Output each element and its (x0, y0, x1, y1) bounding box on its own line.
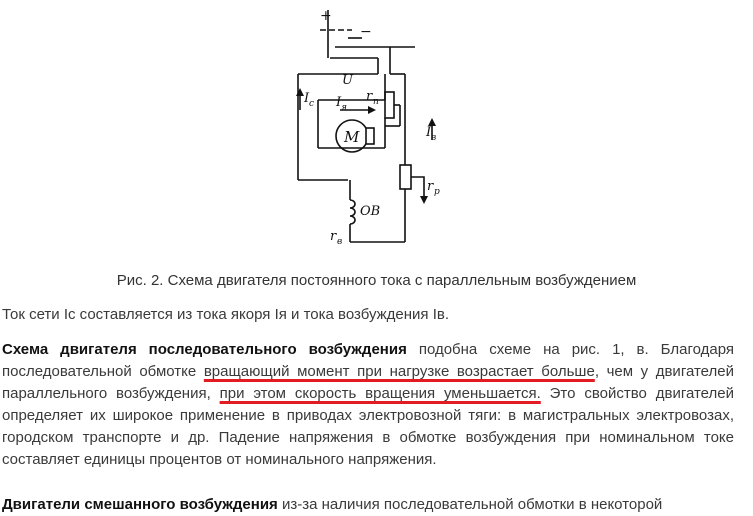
field-resistance-subscript: в (337, 237, 343, 247)
circuit-diagram (290, 0, 460, 262)
field-current-subscript: в (431, 133, 437, 143)
series-excitation-heading: Схема двигателя последовательного возбуждения (2, 341, 407, 358)
paragraph-mixed-excitation (2, 494, 734, 516)
voltage-label: U (342, 73, 353, 88)
series-resistor-label: r (366, 89, 373, 104)
armature-current-subscript: я (341, 103, 347, 113)
field-resistance-label: r (330, 229, 337, 244)
mixed-excitation-heading: Двигатели смешанного возбуждения (2, 496, 278, 513)
field-winding-label: ОВ (360, 204, 381, 219)
minus-terminal-label: − (360, 24, 372, 40)
plus-terminal-label: + (320, 8, 332, 24)
line-current-label: I (304, 91, 310, 106)
underlined-torque-phrase: вращающий момент при нагрузке возрастает больше (203, 363, 595, 380)
paragraph-text: , чем у двигателей параллельного возбуждения, (2, 363, 734, 402)
motor-label: M (344, 128, 360, 146)
regulator-label: r (427, 179, 434, 194)
series-resistor-subscript: п (373, 97, 379, 107)
line-current-subscript: c (309, 99, 315, 109)
underlined-speed-phrase: при этом скорость вращения уменьшается. (219, 385, 541, 402)
paragraph-text: Это свойство двигателей определяет их широкое применение в приводах электровозной тяги: в магистральных электровозах, городском транспорте и др. Падение напряжения в обмотке возбуждения при номинальном токе составляет единицы процентов от номинального напряжения. (2, 385, 735, 468)
paragraph-text: подобна схеме на рис. 1, в. Благодаря последовательной обмотке (2, 341, 734, 380)
armature-current-label: I (336, 95, 342, 110)
paragraph-series-excitation (2, 339, 734, 471)
paragraph-currents: Ток сети Iс составляется из тока якоря Iя и тока возбуждения Iв. (2, 306, 450, 323)
paragraph-text: из-за наличия последовательной обмотки в некоторой (277, 496, 663, 513)
regulator-subscript: р (434, 187, 440, 197)
figure-caption: Рис. 2. Схема двигателя постоянного тока с параллельным возбуждением (116, 272, 637, 289)
field-current-label: I (426, 125, 432, 140)
